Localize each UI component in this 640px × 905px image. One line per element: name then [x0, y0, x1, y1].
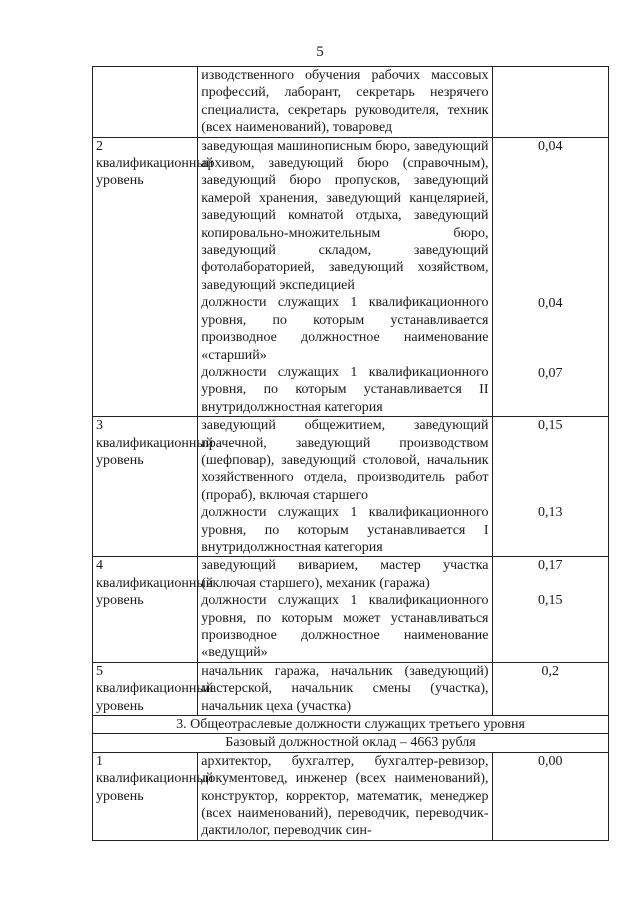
coefficient-value: 0,04: [538, 295, 563, 311]
positions-cell: [198, 662, 492, 715]
level-cell: [93, 67, 198, 138]
table-row: [93, 67, 609, 138]
base-salary-row: [93, 734, 609, 752]
level-cell: 1 квалификационный уровень: [93, 752, 198, 840]
positions-cell: [198, 557, 492, 662]
section-title: 3. Общеотраслевые должности служащих третьего уровня: [93, 716, 609, 734]
section-row: [93, 716, 609, 734]
coefficient-value: 0,2: [541, 663, 559, 679]
positions-cell: [198, 67, 492, 138]
coefficient-value: 0,15: [538, 418, 563, 434]
table-row: [93, 662, 609, 715]
coefficient-value: 0,04: [538, 138, 563, 154]
position-text: начальник гаража, начальник (заведующий) мастерской, начальник смены (участка), начальник цеха (участка): [201, 663, 489, 714]
table-row: [93, 752, 609, 840]
coefficient-cell: [492, 417, 609, 557]
coefficient-cell: [492, 557, 609, 662]
position-text: заведующая машинописным бюро, заведующий архивом, заведующий бюро (справочным), заведующий бюро пропусков, заведующий камерой хранения, заведующий канцелярией, заведующий комнатой отдыха, заведующий копировально-множительным бюро, заведующий складом, заведующий фотолабораторией, заведующий хозяйством, заведующий экспедицией: [201, 138, 489, 293]
coefficient-cell: [492, 662, 609, 715]
coefficient-cell: [492, 137, 609, 417]
level-cell: 4 квалификационный уровень: [93, 557, 198, 662]
table-row: [93, 557, 609, 662]
position-text: заведующий виварием, мастер участка (включая старшего), механик (гаража): [201, 558, 489, 591]
base-salary: Базовый должностной оклад – 4663 рубля: [93, 734, 609, 752]
position-text: должности служащих 1 квалификационного уровня, по которым устанавливается II внутридолжностная категория: [201, 364, 489, 415]
coefficient-value: 0,07: [538, 365, 563, 381]
position-text: должности служащих 1 квалификационного уровня, по которым устанавливается производное должностное наименование «старший»: [201, 295, 489, 363]
positions-cell: [198, 752, 492, 840]
coefficient-cell: [492, 67, 609, 138]
qualification-table: [92, 66, 609, 841]
coefficient-value: 0,13: [538, 505, 563, 521]
level-cell: 3 квалификационный уровень: [93, 417, 198, 557]
position-text: архитектор, бухгалтер, бухгалтер-ревизор, документовед, инженер (всех наименований), конструктор, корректор, математик, менеджер (всех наименований), переводчик, переводчик-дактилолог, переводчик син-: [201, 753, 489, 839]
coefficient-value: 0,00: [538, 753, 563, 769]
position-text: изводственного обучения рабочих массовых профессий, лаборант, секретарь незрячего специалиста, секретарь руководителя, техник (всех наименований), товаровед: [201, 68, 489, 136]
coefficient-value: 0,17: [538, 558, 563, 574]
position-text: должности служащих 1 квалификационного уровня, по которым может устанавливаться производное должностное наименование «ведущий»: [201, 593, 489, 661]
table-row: [93, 417, 609, 557]
coefficient-value: 0,15: [538, 593, 563, 609]
position-text: заведующий общежитием, заведующий прачечной, заведующий производством (шефповар), заведующий столовой, начальник хозяйственного отдела, производитель работ (прораб), включая старшего: [201, 418, 489, 503]
page-number: 5: [316, 44, 324, 60]
position-text: должности служащих 1 квалификационного уровня, по которым устанавливается I внутридолжностная категория: [201, 505, 489, 555]
coefficient-cell: [492, 752, 609, 840]
level-cell: 5 квалификационный уровень: [93, 662, 198, 715]
positions-cell: [198, 417, 492, 557]
table-row: [93, 137, 609, 417]
positions-cell: [198, 137, 492, 417]
level-cell: 2 квалификационный уровень: [93, 137, 198, 417]
